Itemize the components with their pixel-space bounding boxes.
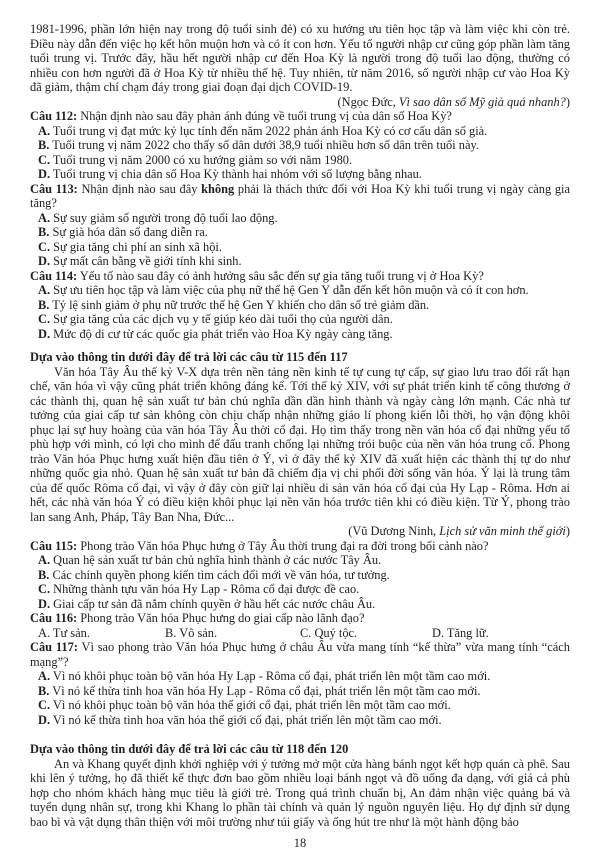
option-d: D. Mức độ di cư từ các quốc gia phát triển vào Hoa Kỳ ngày càng tăng. — [38, 326, 393, 341]
question-number: Câu 114: — [30, 268, 78, 283]
question-117 — [30, 640, 570, 727]
section-instruction-115-117: Dựa vào thông tin dưới đây để trả lời các câu từ 115 đến 117 — [30, 350, 348, 364]
option-letter: C. — [300, 625, 312, 640]
citation-source-2: (Vũ Dương Ninh, Lịch sử văn minh thế giới) — [348, 524, 570, 538]
option-a: A. Sự ưu tiên học tập và làm việc của phụ nữ thế hệ Gen Y dẫn đến kết hôn muộn và có ít con hơn. — [38, 283, 529, 297]
emphasized-word: không — [201, 181, 235, 196]
option-b: B. Tuổi trung vị năm 2022 cho thấy số dân dưới 38,9 tuổi nhiều hơn số dân trên tuổi này. — [38, 138, 479, 152]
option-letter: C. — [38, 698, 51, 712]
passage-continuation: 1981-1996, phần lớn hiện nay trong độ tuổi sinh đẻ) có xu hướng ưu tiên học tập và làm việc khi còn trẻ. Điều này dẫn đến việc họ kết hôn muộn hơn và có ít con hơn. Yếu tố người nhập cư cũng góp phần làm tăng tuổi trung vị. Trước đây, hầu hết người nhập cư đến Hoa Kỳ là người trong độ tuổi lao động, thường có nhiều con hơn người đã ở Hoa Kỳ từ nhiều thế hệ. Tuy nhiên, từ năm 2016, số người nhập cư vào Hoa Kỳ đã giảm, thậm chí chạm đáy trong giai đoạn đại dịch COVID-19. — [30, 22, 570, 94]
citation-author: (Vũ Dương Ninh, — [348, 524, 440, 538]
inline-options-row — [30, 626, 570, 641]
option-d: D. Sự mất cân bằng về giới tính khi sinh. — [38, 254, 242, 268]
option-letter: C. — [38, 582, 51, 596]
option-letter: D. — [38, 167, 51, 181]
option-letter: D. — [38, 254, 51, 268]
page-number: 18 — [293, 836, 307, 850]
question-text: Câu 114: Yếu tố nào sau đây có ảnh hưởng sâu sắc đến sự gia tăng tuổi trung vị ở Hoa Kỳ? — [30, 268, 484, 283]
option-letter: C. — [38, 152, 51, 167]
reading-passage-118-120: An và Khang quyết định khởi nghiệp với ý tưởng mở một cửa hàng bánh ngọt kết hợp quán cà phê. Sau khi lên ý tưởng, họ đã thiết kế thực đơn bao gồm nhiều loại bánh ngọt và đồ uống đa dạng, với giá cả phù hợp cho nhóm khách hàng mục tiêu là giới trẻ. Trong quá trình chuẩn bị, An đảm nhận việc quảng bá và tuyển dụng nhân sự, trong khi Khang lo phần tài chính và quản lý nguồn nguyên liệu. Họ dự định sử dụng bao bì và vật dụng thân thiện với môi trường như túi giấy và ống hút tre như là một hành động bảo — [30, 756, 570, 829]
option-d: D. Vì nó kế thừa tinh hoa văn hóa thế giới cổ đại, phát triển lên một tầm cao mới. — [38, 712, 442, 727]
option-letter: A. — [38, 123, 51, 138]
option-b: B. Vì nó kế thừa tinh hoa văn hóa Hy Lạp - Rôma cổ đại, phát triển lên một tầm cao mới. — [38, 683, 481, 698]
question-number: Câu 117: — [30, 640, 78, 654]
option-a: A. Vì nó khôi phục toàn bộ văn hóa Hy Lạp - Rôma cổ đại, phát triển lên một tầm cao mới. — [38, 669, 491, 683]
question-text: Câu 116: Phong trào Văn hóa Phục hưng do giai cấp nào lãnh đạo? — [30, 611, 365, 625]
question-113 — [30, 182, 570, 269]
question-116 — [30, 611, 570, 640]
option-letter: A. — [38, 283, 51, 297]
option-letter: A. — [38, 669, 51, 683]
option-d: D. Tuổi trung vị chia dân số Hoa Kỳ thành hai nhóm với số lượng bằng nhau. — [38, 167, 422, 181]
option-a: A. Tuổi trung vị đạt mức kỷ lục tính đến năm 2022 phản ánh Hoa Kỳ có cơ cấu dân số già. — [38, 123, 488, 138]
option-letter: D. — [38, 712, 51, 727]
option-c: C. Sự gia tăng của các dịch vụ y tế giúp kéo dài tuổi thọ của người dân. — [38, 312, 393, 326]
option-c: C. Những thành tựu văn hóa Hy Lạp - Rôma cổ đại được đề cao. — [38, 582, 360, 596]
question-text: Câu 115: Phong trào Văn hóa Phục hưng ở Tây Âu thời trung đại ra đời trong bối cảnh nào? — [30, 538, 489, 553]
citation-source-1: (Ngọc Đức, Vì sao dân số Mỹ già quá nhanh?) — [337, 94, 570, 109]
option-letter: D. — [432, 625, 445, 640]
option-d: D. Tăng lữ. — [432, 625, 489, 640]
option-letter: B. — [38, 138, 50, 152]
question-text: Câu 117: Vì sao phong trào Văn hóa Phục hưng ở châu Âu vừa mang tính “kế thừa” vừa mang tính “cách mạng”? — [30, 640, 570, 669]
section-instruction-118-120: Dựa vào thông tin dưới đây để trả lời các câu từ 118 đến 120 — [30, 742, 349, 756]
option-c: C. Quý tộc. — [300, 625, 358, 640]
option-letter: C. — [38, 239, 51, 254]
option-b: B. Các chính quyền phong kiến tìm cách đổi mới về văn hóa, tư tưởng. — [38, 567, 390, 582]
option-letter: A. — [38, 625, 51, 640]
option-letter: B. — [38, 225, 50, 239]
reading-passage-115-117: Văn hóa Tây Âu thế kỷ V-X dựa trên nền tảng nền kinh tế tự cung tự cấp, sự giao lưu trao đổi rất hạn chế, văn hóa vì vậy cũng phát triển không đáng kể. Tới thế kỷ XIV, với sự phát triển kinh tế công thương ở các thành thị, quan hệ sản xuất tư bản chủ nghĩa dần dần hình thành và ngày càng lớn mạnh. Các nhà tư tưởng của giai cấp tư sản không còn chịu chấp nhận những giáo lí phong kiến lỗi thời, họ vận động khôi phục lại sự huy hoàng của văn hóa Tây Âu thời cổ đại. Họ tìm thấy trong nền văn hóa cổ đại những yếu tố phù hợp với mình, có lợi cho mình để đấu tranh chống lại những trói buộc của nền văn hóa trung cổ. Phong trào Văn hóa Phục hưng xuất hiện đầu tiên ở Ý, vì ở đây thế kỷ XIV đã xuất hiện các thành thị tự do như những quốc gia nhỏ. Quan hệ sản xuất tư bản đã chiếm địa vị chi phối đời sống văn hóa. Ý lại là trung tâm của đế quốc Rôma cổ đại, vì vậy ở đây còn giữ lại nhiều di sản văn hóa cổ đại của Hy Lạp - Rôma. Hơn ai hết, các nhà văn hóa Ý có điều kiện khôi phục lại nền văn hóa trước tiên khi có điều kiện. Từ Ý, phong trào lan sang Anh, Pháp, Tây Ban Nha, Đức... — [30, 364, 570, 524]
question-text: Câu 113: Nhận định nào sau đây không phải là thách thức đối với Hoa Kỳ khi tuổi trung vị ngày càng gia tăng? — [30, 181, 571, 210]
option-b: B. Vô sản. — [165, 625, 218, 640]
option-letter: D. — [38, 326, 51, 341]
option-letter: B. — [38, 567, 50, 582]
option-a: A. Sự suy giảm số người trong độ tuổi lao động. — [38, 210, 278, 225]
question-number: Câu 116: — [30, 611, 78, 625]
question-number: Câu 115: — [30, 538, 78, 553]
option-c: C. Vì nó khôi phục toàn bộ văn hóa thế giới cổ đại, phát triển lên một tầm cao mới. — [38, 698, 451, 712]
option-d: D. Giai cấp tư sản đã nắm chính quyền ở hầu hết các nước châu Âu. — [38, 596, 376, 611]
citation-book-title: Lịch sử văn minh thế giới — [439, 524, 566, 538]
option-b: B. Sự già hóa dân số đang diễn ra. — [38, 225, 208, 239]
option-letter: B. — [38, 683, 50, 698]
option-c: C. Sự gia tăng chi phí an sinh xã hội. — [38, 239, 222, 254]
option-letter: C. — [38, 312, 51, 326]
question-text: Câu 112: Nhận định nào sau đây phản ánh đúng về tuổi trung vị của dân số Hoa Kỳ? — [30, 109, 452, 123]
citation-author: (Ngọc Đức, — [337, 94, 399, 109]
option-letter: D. — [38, 596, 51, 611]
option-letter: A. — [38, 210, 51, 225]
question-number: Câu 112: — [30, 109, 78, 123]
option-letter: B. — [38, 297, 50, 312]
option-c: C. Tuổi trung vị năm 2000 có xu hướng giảm so với năm 1980. — [38, 152, 353, 167]
option-a: A. Tư sản. — [38, 625, 90, 640]
question-114 — [30, 269, 570, 342]
question-112 — [30, 109, 570, 182]
option-letter: B. — [165, 625, 177, 640]
option-a: A. Quan hệ sản xuất tư bản chủ nghĩa hình thành ở các nước Tây Âu. — [38, 553, 382, 567]
option-letter: A. — [38, 553, 51, 567]
question-115 — [30, 539, 570, 612]
citation-book-title: Vì sao dân số Mỹ già quá nhanh? — [398, 94, 566, 109]
option-b: B. Tỷ lệ sinh giảm ở phụ nữ trước thế hệ Gen Y khiến cho dân số trẻ giảm dần. — [38, 297, 430, 312]
question-number: Câu 113: — [30, 181, 78, 196]
